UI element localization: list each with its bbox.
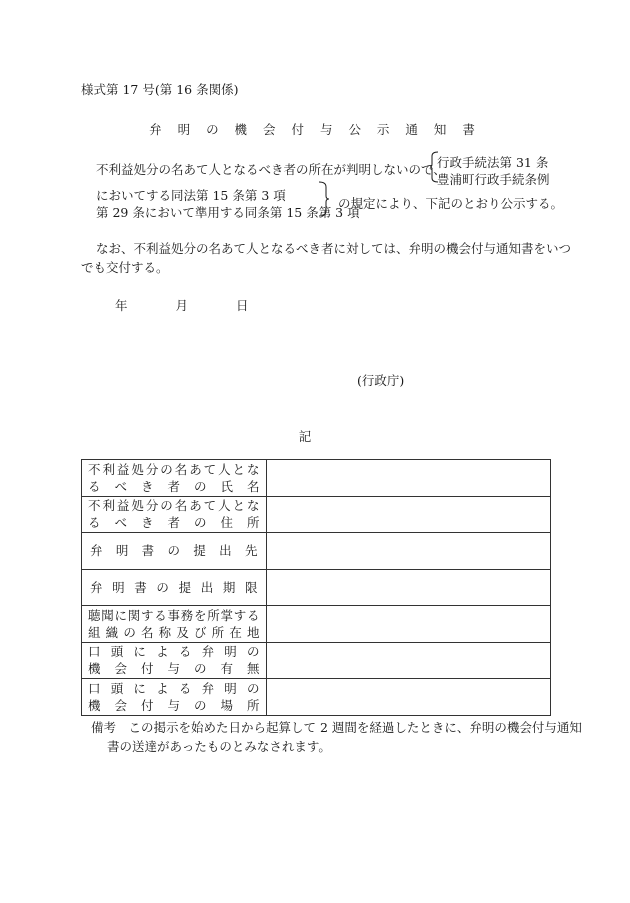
row-label xyxy=(82,679,267,716)
clause-start: 不利益処分の名あて人となるべき者の所在が判明しないので、 xyxy=(96,162,446,177)
table-row xyxy=(82,569,551,606)
table-row xyxy=(82,679,551,716)
row-value[interactable] xyxy=(266,679,550,716)
date-day: 日 xyxy=(236,298,249,313)
article-option-1: においてする同法第 15 条第 3 項 xyxy=(96,188,286,203)
agency-label: (行政庁) xyxy=(357,373,405,388)
clause-end: の規定により、下記のとおり公示する。 xyxy=(338,196,564,211)
row-label-line-2: 機会付与の有無 xyxy=(88,661,260,677)
record-heading: 記 xyxy=(298,429,312,444)
article-brace xyxy=(318,181,330,217)
date-year: 年 xyxy=(115,298,128,313)
row-value[interactable] xyxy=(266,460,550,497)
table-row xyxy=(82,496,551,533)
row-label-line-2: るべき者の氏名 xyxy=(88,478,260,494)
row-label-line-2: るべき者の住所 xyxy=(88,515,260,531)
row-label xyxy=(82,496,267,533)
table-row xyxy=(82,642,551,679)
row-label xyxy=(82,642,267,679)
row-label xyxy=(82,569,267,606)
row-label-line-1: 弁明書の提出期限 xyxy=(90,579,258,595)
row-label-line-1: 聴聞に関する事務を所掌する xyxy=(88,607,260,623)
document-title: 弁 明 の 機 会 付 与 公 示 通 知 書 xyxy=(149,122,481,137)
record-table xyxy=(81,459,551,716)
row-label-line-1: 口頭による弁明の xyxy=(88,644,260,660)
date-month: 月 xyxy=(175,298,189,313)
row-label-line-1: 不利益処分の名あて人とな xyxy=(88,498,260,514)
row-value[interactable] xyxy=(266,496,550,533)
row-label-line-2: 組織の名称及び所在地 xyxy=(88,624,260,640)
row-value[interactable] xyxy=(266,569,550,606)
row-value[interactable] xyxy=(266,606,550,643)
table-row xyxy=(82,460,551,497)
row-value[interactable] xyxy=(266,642,550,679)
row-label-line-1: 弁明書の提出先 xyxy=(90,543,258,559)
row-value[interactable] xyxy=(266,533,550,570)
form-number: 様式第 17 号(第 16 条関係) xyxy=(81,82,239,97)
paragraph-2-line-2: でも交付する。 xyxy=(81,260,169,275)
row-label xyxy=(82,533,267,570)
date-line xyxy=(115,296,273,314)
row-label-line-2: 機会付与の場所 xyxy=(88,697,260,713)
law-option-1: 行政手続法第 31 条 xyxy=(437,155,549,170)
paragraph-2-line-1: なお、不利益処分の名あて人となるべき者に対しては、弁明の機会付与通知書をいつ xyxy=(96,241,572,256)
row-label xyxy=(82,606,267,643)
row-label-line-1: 不利益処分の名あて人とな xyxy=(88,461,260,477)
table-row xyxy=(82,533,551,570)
row-label xyxy=(82,460,267,497)
note-line-1: 備考 この掲示を始めた日から起算して 2 週間を経過したときに、弁明の機会付与通知 xyxy=(91,720,582,735)
law-option-2: 豊浦町行政手続条例 xyxy=(437,172,550,187)
table-row xyxy=(82,606,551,643)
row-label-line-1: 口頭による弁明の xyxy=(88,680,260,696)
article-option-2: 第 29 条において準用する同条第 15 条第 3 項 xyxy=(96,205,360,220)
note-line-2: 書の送達があったものとみなされます。 xyxy=(107,739,331,754)
